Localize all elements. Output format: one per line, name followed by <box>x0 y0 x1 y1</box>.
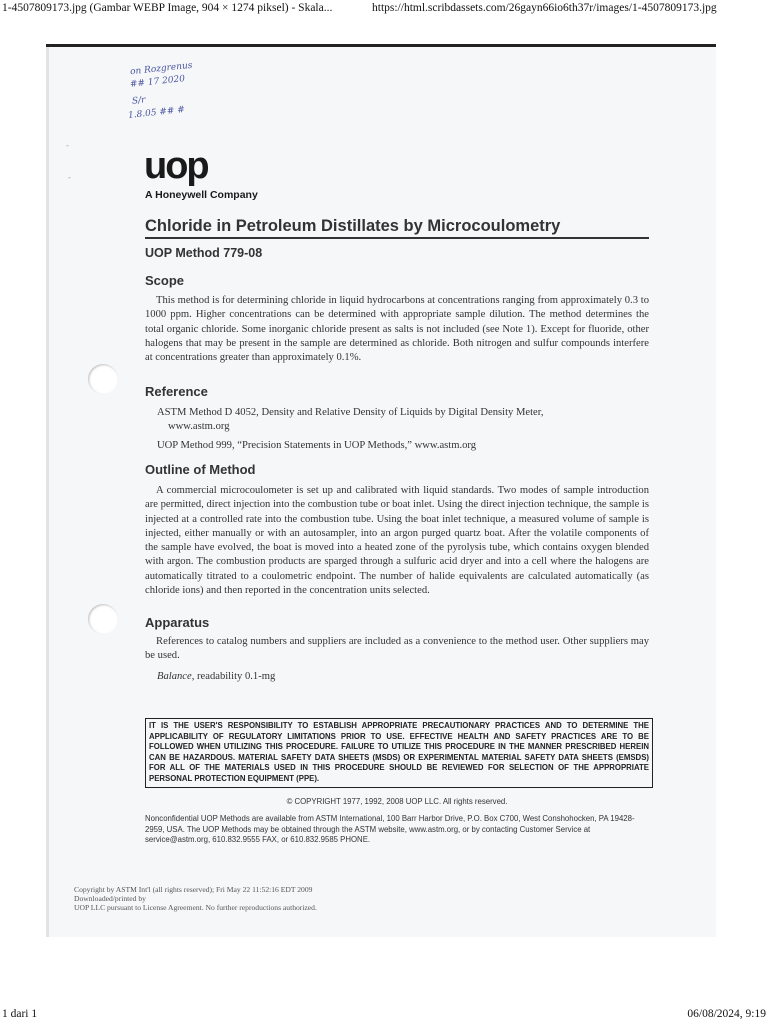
footer-line: UOP LLC pursuant to License Agreement. No further reproductions authorized. <box>74 903 317 913</box>
browser-print-footer <box>0 1006 768 1022</box>
uop-logo: uop <box>144 145 208 187</box>
balance-item <box>157 670 649 684</box>
scan-mark: - <box>66 140 69 150</box>
image-url: https://html.scribdassets.com/26gayn66io6th37r/images/1-4507809173.jpg <box>372 2 717 14</box>
scope-paragraph: This method is for determining chloride in liquid hydrocarbons at concentrations ranging from approximately 0.3 to 1000 ppm. Higher concentrations can be determined with appropriate sample dilution. The method determines the total organic chloride. Some inorganic chloride present as salts is not included (see Note 1). Except for fluoride, other halogens that may be present in the sample are determined as chloride. Both nitrogen and sulfur compounds interfere at concentrations greater than approximately 0.1%. <box>145 295 649 364</box>
punch-hole <box>88 364 118 394</box>
handwritten-note: 1.8.05 ## # <box>127 105 186 121</box>
apparatus-paragraph: References to catalog numbers and suppliers are included as a convenience to the method user. Other suppliers may be used. <box>145 636 649 662</box>
scan-mark: - <box>68 172 71 182</box>
balance-label: Balance <box>157 671 192 682</box>
reference-item: UOP Method 999, “Precision Statements in UOP Methods,” www.astm.org <box>157 440 477 451</box>
astm-license-footer <box>74 885 494 913</box>
punch-hole <box>88 604 118 634</box>
image-title: 1-4507809173.jpg (Gambar WEBP Image, 904 × 1274 piksel) - Skala... <box>2 2 333 14</box>
reference-item <box>157 406 649 435</box>
logo-subtitle: A Honeywell Company <box>145 189 258 201</box>
footer-line: Downloaded/printed by <box>74 894 146 904</box>
handwritten-note: S/r <box>131 95 146 107</box>
browser-print-header <box>0 0 768 16</box>
copyright-line: © COPYRIGHT 1977, 1992, 2008 UOP LLC. All rights reserved. <box>286 797 508 806</box>
document-title: Chloride in Petroleum Distillates by Microcoulometry <box>145 216 649 239</box>
reference-text: ASTM Method D 4052, Density and Relative Density of Liquids by Digital Density Meter, <box>157 407 544 418</box>
safety-warning-box: IT IS THE USER'S RESPONSIBILITY TO ESTABLISH APPROPRIATE PRECAUTIONARY PRACTICES AND TO DETERMINE THE APPLICABILITY OF REGULATORY LIMITATIONS PRIOR TO USE. EFFECTIVE HEALTH AND SAFETY PRACTICES ARE TO BE FOLLOWED WHEN UTILIZING THIS PROCEDURE. FAILURE TO UTILIZE THIS PROCEDURE IN THE MANNER PRESCRIBED HEREIN CAN BE HAZARDOUS. MATERIAL SAFETY DATA SHEETS (MSDS) OR EXPERIMENTAL MATERIAL SAFETY DATA SHEETS (EMSDS) FOR ALL OF THE MATERIALS USED IN THIS PROCEDURE SHOULD BE REVIEWED FOR SELECTION OF THE APPROPRIATE PERSONAL PROTECTION EQUIPMENT (PPE). <box>145 718 653 788</box>
scope-heading: Scope <box>145 273 185 288</box>
page-counter: 1 dari 1 <box>2 1008 38 1020</box>
print-datetime: 06/08/2024, 9:19 <box>687 1008 766 1020</box>
reference-url: www.astm.org <box>168 421 230 433</box>
apparatus-heading: Apparatus <box>145 615 210 630</box>
reference-heading: Reference <box>145 384 208 399</box>
outline-paragraph: A commercial microcoulometer is set up and calibrated with liquid standards. Two modes of sample introduction are permitted, direct injection into the combustion tube or boat inlet. Using the direct injection technique, the sample is injected at a controlled rate into the combustion tube. Using the boat inlet technique, a measured volume of sample is injected, either manually or with an autosampler, into an argon purged quartz boat. After the volatile components of the sample have evolved, the boat is moved into a heated zone of the pyrolysis tube, which contains oxygen blended with argon. The combustion products are sparged through a sulfuric acid dryer and into a cell where the halogens are automatically titrated to a coulometric endpoint. The number of halide equivalents are calculated automatically (as chloride ions) and then reported in the concentration units selected. <box>145 485 649 597</box>
handwritten-note: ## 17 2020 <box>129 74 186 90</box>
balance-spec: , readability 0.1-mg <box>191 671 276 682</box>
availability-note: Nonconfidential UOP Methods are available from ASTM International, 100 Barr Harbor Drive, P.O. Box C700, West Conshohocken, PA 19428-2959, USA. The UOP Methods may be obtained through the ASTM website, www.astm.org, or by contacting Customer Service at service@astm.org, 610.832.9555 FAX, or 610.832.9585 PHONE. <box>145 814 635 844</box>
outline-heading: Outline of Method <box>145 462 256 477</box>
handwritten-note: on Rozgrenus <box>129 60 193 78</box>
scanned-document-page <box>46 44 716 937</box>
method-number: UOP Method 779-08 <box>145 246 263 260</box>
footer-line: Copyright by ASTM Int'l (all rights reserved); Fri May 22 11:52:16 EDT 2009 <box>74 885 313 894</box>
